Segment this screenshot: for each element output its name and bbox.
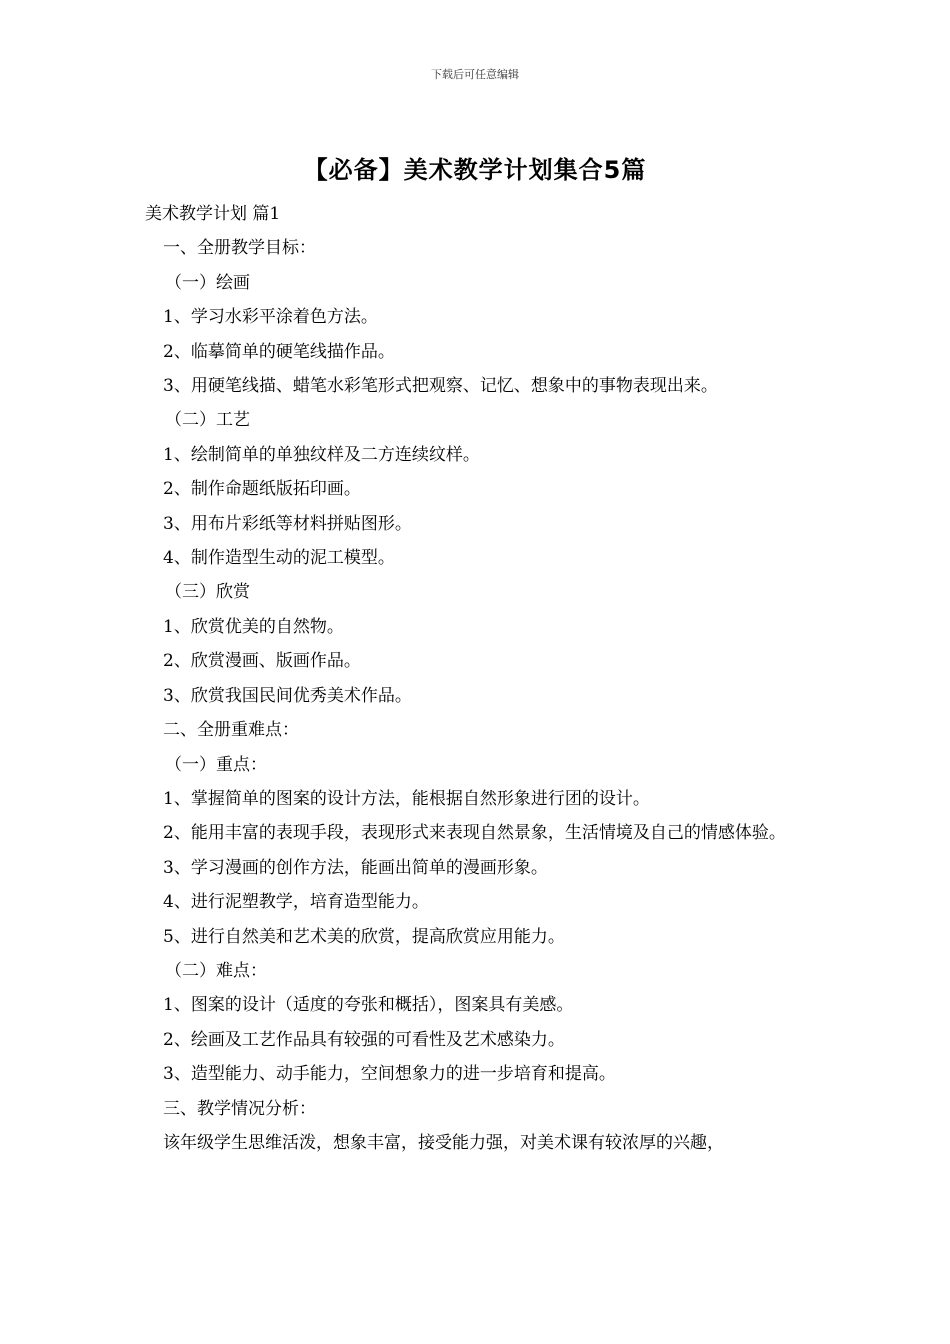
list-item: 1、掌握简单的图案的设计方法，能根据自然形象进行团的设计。 [163,788,650,809]
list-item: 3、学习漫画的创作方法，能画出简单的漫画形象。 [163,857,548,878]
document-title: 【必备】美术教学计划集合5篇 [303,156,647,184]
list-item [145,816,815,850]
subheading: （二）工艺 [165,410,250,431]
list-item: 2、绘画及工艺作品具有较强的可看性及艺术感染力。 [163,1029,565,1050]
list-item: 1、图案的设计（适度的夸张和概括），图案具有美感。 [163,995,574,1016]
subheading: （二）难点： [165,960,267,981]
list-item: 1、欣赏优美的自然物。 [163,616,344,637]
list-item: 1、绘制简单的单独纹样及二方连续纹样。 [163,444,480,465]
section-heading: 美术教学计划 篇1 [145,204,281,224]
paragraph: 二、全册重难点： [163,720,299,741]
list-item: 2、欣赏漫画、版画作品。 [163,651,361,672]
subheading: （三）欣赏 [165,582,250,603]
paragraph: 三、教学情况分析： [163,1098,316,1119]
list-item: 4、制作造型生动的泥工模型。 [163,548,395,569]
list-item-text: 2、能用丰富的表现手段，表现形式来表现自然景象，生活情境及自己的情感体验。 [163,823,786,844]
list-item: 4、进行泥塑教学，培育造型能力。 [163,892,429,913]
page-header-note: 下载后可任意编辑 [431,68,519,81]
list-item: 3、用布片彩纸等材料拼贴图形。 [163,513,412,534]
document-body [145,197,815,1160]
list-item: 5、进行自然美和艺术美的欣赏，提高欣赏应用能力。 [163,926,565,947]
subheading: （一）重点： [165,754,267,775]
list-item: 2、临摹简单的硬笔线描作品。 [163,341,395,362]
list-item: 3、造型能力、动手能力，空间想象力的进一步培育和提高。 [163,1064,616,1085]
list-item: 3、用硬笔线描、蜡笔水彩笔形式把观察、记忆、想象中的事物表现出来。 [163,376,718,397]
list-item: 2、制作命题纸版拓印画。 [163,479,361,500]
paragraph: 该年级学生思维活泼，想象丰富，接受能力强，对美术课有较浓厚的兴趣， [163,1132,724,1153]
paragraph: 一、全册教学目标： [163,238,316,259]
subheading: （一）绘画 [165,272,250,293]
list-item: 1、学习水彩平涂着色方法。 [163,307,378,328]
list-item: 3、欣赏我国民间优秀美术作品。 [163,685,412,706]
